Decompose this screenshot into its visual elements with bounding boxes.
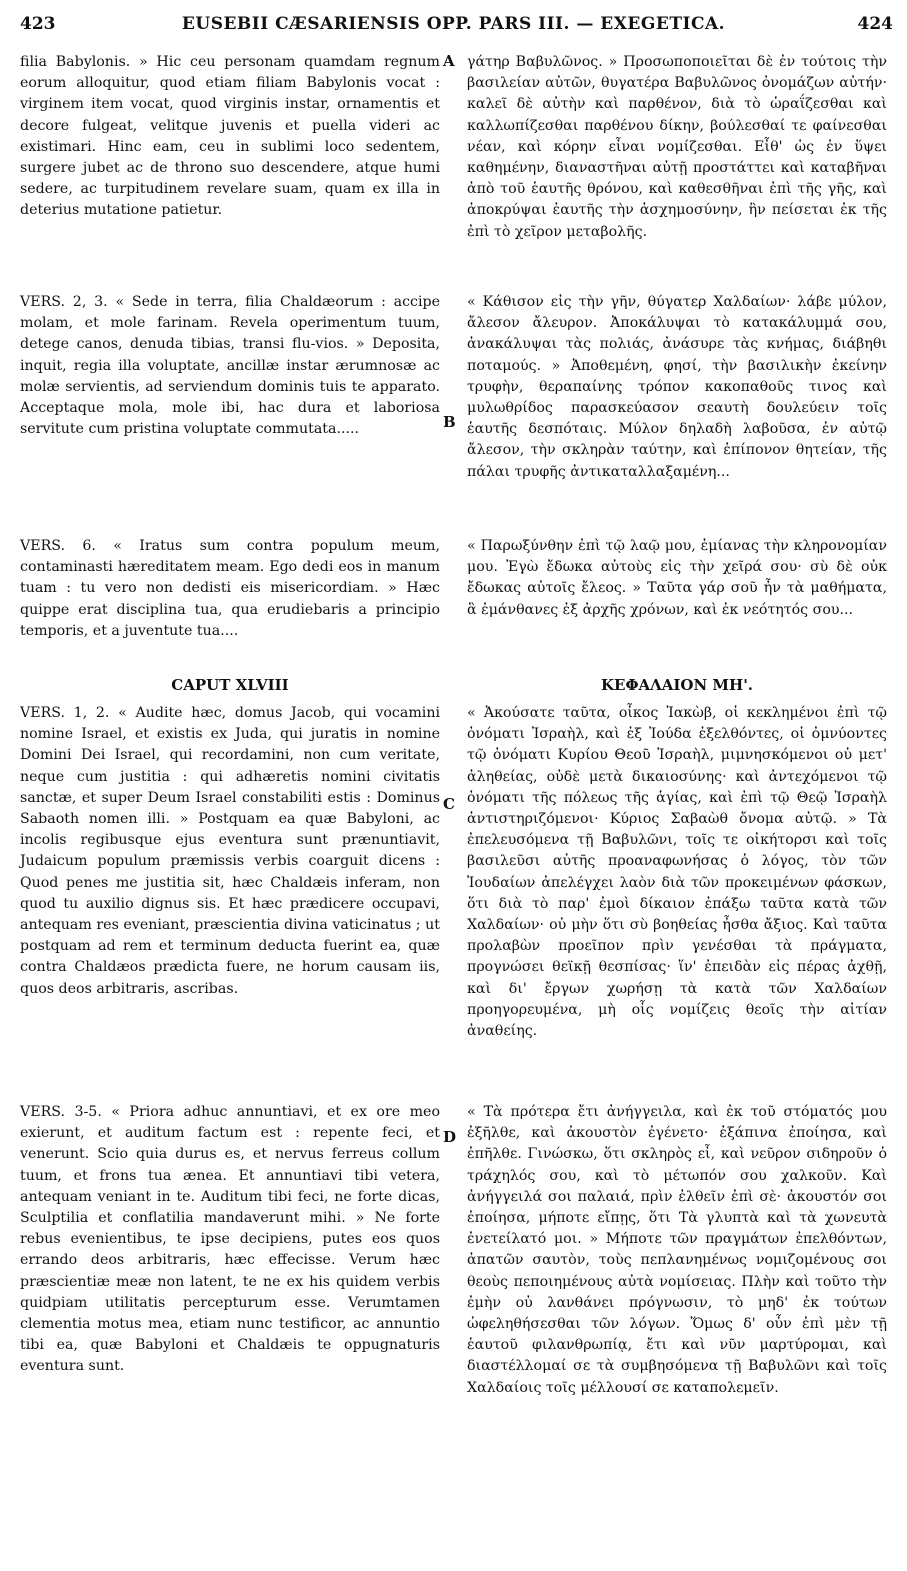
greek-paragraph: « Τὰ πρότερα ἔτι ἀνήγγειλα, καὶ ἐκ τοῦ στόματός μου ἐξῆλθε, καὶ ἀκουστὸν ἐγένετο· ἐξάπινα ἐποίησα, καὶ ἐπῆλθε. Γινώσκω, ὅτι σκληρὸς εἶ, καὶ νεῦρον σιδηροῦν ὁ τράχηλός σου, καὶ τὸ μέτωπόν σου χαλκοῦν. Καὶ ἀνήγγειλά σοι παλαιά, πρὶν ἐλθεῖν ἐπὶ σὲ· ἀκουστόν σοι ἐποίησα, μήποτε εἴπῃς, ὅτι Τὰ γλυπτὰ καὶ τὰ χωνευτὰ ἐνετείλατό μοι. » Μήποτε τῶν πραγμάτων ἐπελθόντων, ἀπατῶν σαυτὸν, τοὺς πεπλανημένως νομιζομένους σοι θεοὺς πεποιημένους αὐτὰ νομίσειας. Πλὴν καὶ τοῦτο τὴν ἐμὴν οὐ λανθάνει πρόγνωσιν, τὸ μηδ' ἐκ τούτων ὠφεληθήσεσθαι τῶν λόγων. Ὅμως δ' οὖν ἐπὶ μὲν τῇ ἑαυτοῦ φιλανθρωπίᾳ, ἔτι καὶ νῦν μαρτύρομαι, καὶ διαστέλλομαί σε τὰ συμβησόμενα τῇ Βαβυλῶνι καὶ τοῖς Χαλδαίοις τοῖς μέλλουσί σε καταπολεμεῖν. <box>467 1104 887 1396</box>
page-header <box>0 0 907 46</box>
greek-paragraph: « Κάθισον εἰς τὴν γῆν, θύγατερ Χαλδαίων· λάβε μύλον, ἄλεσον ἄλευρον. Ἀποκάλυψαι τὸ κατακάλυμμά σου, ἀνακάλυψαι τὰς πολιάς, ἀνάσυρε τὰς κνήμας, διάβηθι ποταμούς. » Ἀποθεμένη, φησί, τὴν βασιλικὴν ἐκείνην τρυφὴν, θεραπαίνης τρόπον κακοπαθοῦς τινος καὶ μυλωθρίδος παρασκεύασον σεαυτὴ δουλεύειν τοῖς ἑαυτῆς δεσπόταις. Μύλον δηλαδὴ λαβοῦσα, ἐν αὐτῷ ἄλεσον, τὴν σκληρὰν ταύτην, καὶ ἐπίπονον θητείαν, τῆς πάλαι τρυφῆς ἀντικαταλλαξαμένη... <box>467 294 887 480</box>
margin-letter-d: D <box>443 1128 457 1146</box>
chapter-heading-greek: ΚΕΦΑΛΑΙΟΝ ΜΗ'. <box>600 676 754 694</box>
latin-paragraph: filia Babylonis. » Hic ceu personam quamdam regnum eorum alloquitur, quod etiam filiam Babylonis vocat : virginem item vocat, quod virginis instar, ornamentis et decore fulgeat, velitque juvenis et puella videri ac existimari. Hinc eam, ceu in sublimi loco sedentem, surgere jubet ac de throno suo descendere, atque humi sedere, ac turpitudinem revelare suam, quam ex illa in deterius mutatione patietur. <box>20 54 440 219</box>
latin-paragraph: VERS. 6. « Iratus sum contra populum meum, contaminasti hæreditatem meam. Ego dedi eos in manum tuam : tu vero non dedisti eis misericordiam. » Hæc quippe erat disciplina tua, qua erudiebaris a principio temporis, et a juventute tua.... <box>20 538 440 639</box>
greek-paragraph: « Ἀκούσατε ταῦτα, οἶκος Ἰακὼβ, οἱ κεκλημένοι ἐπὶ τῷ ὀνόματι Ἰσραὴλ, καὶ ἐξ Ἰούδα ἐξελθόντες, οἱ ὀμνύοντες τῷ ὀνόματι Κυρίου Θεοῦ Ἰσραὴλ, μιμνησκόμενοι οὐ μετ' ἀληθείας, οὐδὲ μετὰ δικαιοσύνης· καὶ ἀντεχόμενοι τῷ ὀνόματι τῆς πόλεως τῆς ἁγίας, καὶ ἐπὶ τῷ Θεῷ Ἰσραὴλ ἀντιστηριζόμενοι· Κύριος Σαβαὼθ ὄνομα αὐτῷ. » Τὰ ἐπελευσόμενα τῇ Βαβυλῶνι, τοῖς τε οἰκήτορσι καὶ τοῖς βασιλεῦσι αὐτῆς προαναφωνήσας ὁ λόγος, τὸν τῶν Ἰουδαίων ἀπελέγχει λαὸν διὰ τῶν προκειμένων φάσκων, ὅτι διὰ τὸ παρ' ἐμοὶ δίκαιον ἐπάξω ταῦτα κατὰ τῶν Χαλδαίων· οὐ μὴν ὅτι σὺ βοηθείας ἦσθα ἄξιος. Καὶ ταῦτα προλαβὼν προεῖπον πρὶν γενέσθαι τὰ πράγματα, προγνώσει θεϊκῇ θεσπίσας· ἵν' ἐπειδὰν εἰς πέρας ἀχθῇ, καὶ δι' ἔργων χωρήσῃ τὰ κατὰ τῶν Χαλδαίων προηγορευμένα, μὴ οἷς νομίζεις θεοῖς τὴν αἰτίαν ἀναθείης. <box>467 705 887 1040</box>
running-title: EUSEBII CÆSARIENSIS OPP. PARS III. — EXEGETICA. <box>181 14 726 34</box>
chapter-heading-latin: CAPUT XLVIII <box>171 676 289 694</box>
latin-paragraph: VERS. 1, 2. « Audite hæc, domus Jacob, qui vocamini nomine Israel, et existis ex Juda, qui juratis in nomine Domini Dei Israel, qui recordamini, non cum veritate, neque cum justitia : qui adhæretis nomini civitatis sanctæ, et super Deum Israel constabiliti estis : Dominus Sabaoth nomen illi. » Postquam ea quæ Babyloni, ac incolis regibusque ejus eventura sunt prænuntiavit, Judaicum populum præmissis verbis coarguit dicens : Quod penes me justitia sit, hæc Chaldæis inferam, non quod tu auxilio dignus sis. Et hæc prædicere occupavi, antequam res eveniant, præscientia divina vaticinatus ; ut postquam ad rem et terminum deducta fuerint ea, quæ contra Chaldæos prædicta fuere, ne horum causam iis, quos deos arbitraris, ascribas. <box>20 705 440 997</box>
latin-paragraph: VERS. 3-5. « Priora adhuc annuntiavi, et ex ore meo exierunt, et auditum factum est : repente feci, et venerunt. Scio quia durus es, et nervus ferreus collum tuum, et frons tua ænea. Et annuntiavi tibi vetera, antequam veniant in te. Auditum tibi feci, ne forte dicas, Sculptilia et conflatilia mandaverunt mihi. » Ne forte rebus evenientibus, te ipse decipiens, putes eos quos errando deos arbitraris, hæc effecisse. Verum hæc præscientiæ meæ non latent, te ne ex his quidem verbis quidpiam utilitatis percepturum esse. Verumtamen clementia motus mea, etiam nunc testificor, ac annuntio tibi ea, quæ Babyloni et Chaldæis te oppugnaturis eventura sunt. <box>20 1104 440 1375</box>
margin-letter-c: C <box>443 795 455 813</box>
latin-paragraph: VERS. 2, 3. « Sede in terra, filia Chaldæorum : accipe molam, et mole farinam. Revela operimentum tuum, detege canos, denuda tibias, transi flu-vios. » Deposita, inquit, regia illa voluptate, ancillæ instar ærumnosæ ac molæ servientis, ad serviendum dominis tuis te apparato. Acceptaque mola, mole ibi, hac dura et laboriosa servitute cum pristina voluptate commutata..... <box>20 294 440 438</box>
page-number-left: 423 <box>20 14 56 34</box>
margin-letter-a: A <box>443 52 455 70</box>
greek-paragraph: γάτηρ Βαβυλῶνος. » Προσωποποιεῖται δὲ ἐν τούτοις τὴν βασιλείαν αὐτῶν, θυγατέρα Βαβυλῶνος ὀνομάζων αὐτήν· καλεῖ δὲ αὐτὴν καὶ παρθένον, διὰ τὸ ὡραΐζεσθαι καὶ καλλωπίζεσθαι παρθένου δίκην, βούλεσθαί τε φαίνεσθαι νέαν, καὶ κόρην εἶναι νομίζεσθαι. Εἶθ' ὡς ἐν ὕψει καθημένην, διαναστῆναι αὐτῇ προστάττει καὶ καταβῆναι ἀπὸ τοῦ ἑαυτῆς θρόνου, καὶ καθεσθῆναι ἐπὶ τῆς γῆς, καὶ ἀποκρύψαι ἑαυτῆς τὴν ἀσχημοσύνην, ἣν πείσεται ἐκ τῆς ἐπὶ τὸ χεῖρον μεταβολῆς. <box>467 54 887 240</box>
page-number-right: 424 <box>857 14 893 34</box>
greek-paragraph: « Παρωξύνθην ἐπὶ τῷ λαῷ μου, ἐμίανας τὴν κληρονομίαν μου. Ἐγὼ ἔδωκα αὐτοὺς εἰς τὴν χεῖρά σου· σὺ δὲ οὐκ ἔδωκας αὐτοῖς ἔλεος. » Ταῦτα γάρ σοῦ ἦν τὰ μαθήματα, ἃ ἐμάνθανες ἐξ ἀρχῆς χρόνων, καὶ ἐκ νεότητός σου... <box>467 538 887 618</box>
margin-letter-b: B <box>443 413 456 431</box>
